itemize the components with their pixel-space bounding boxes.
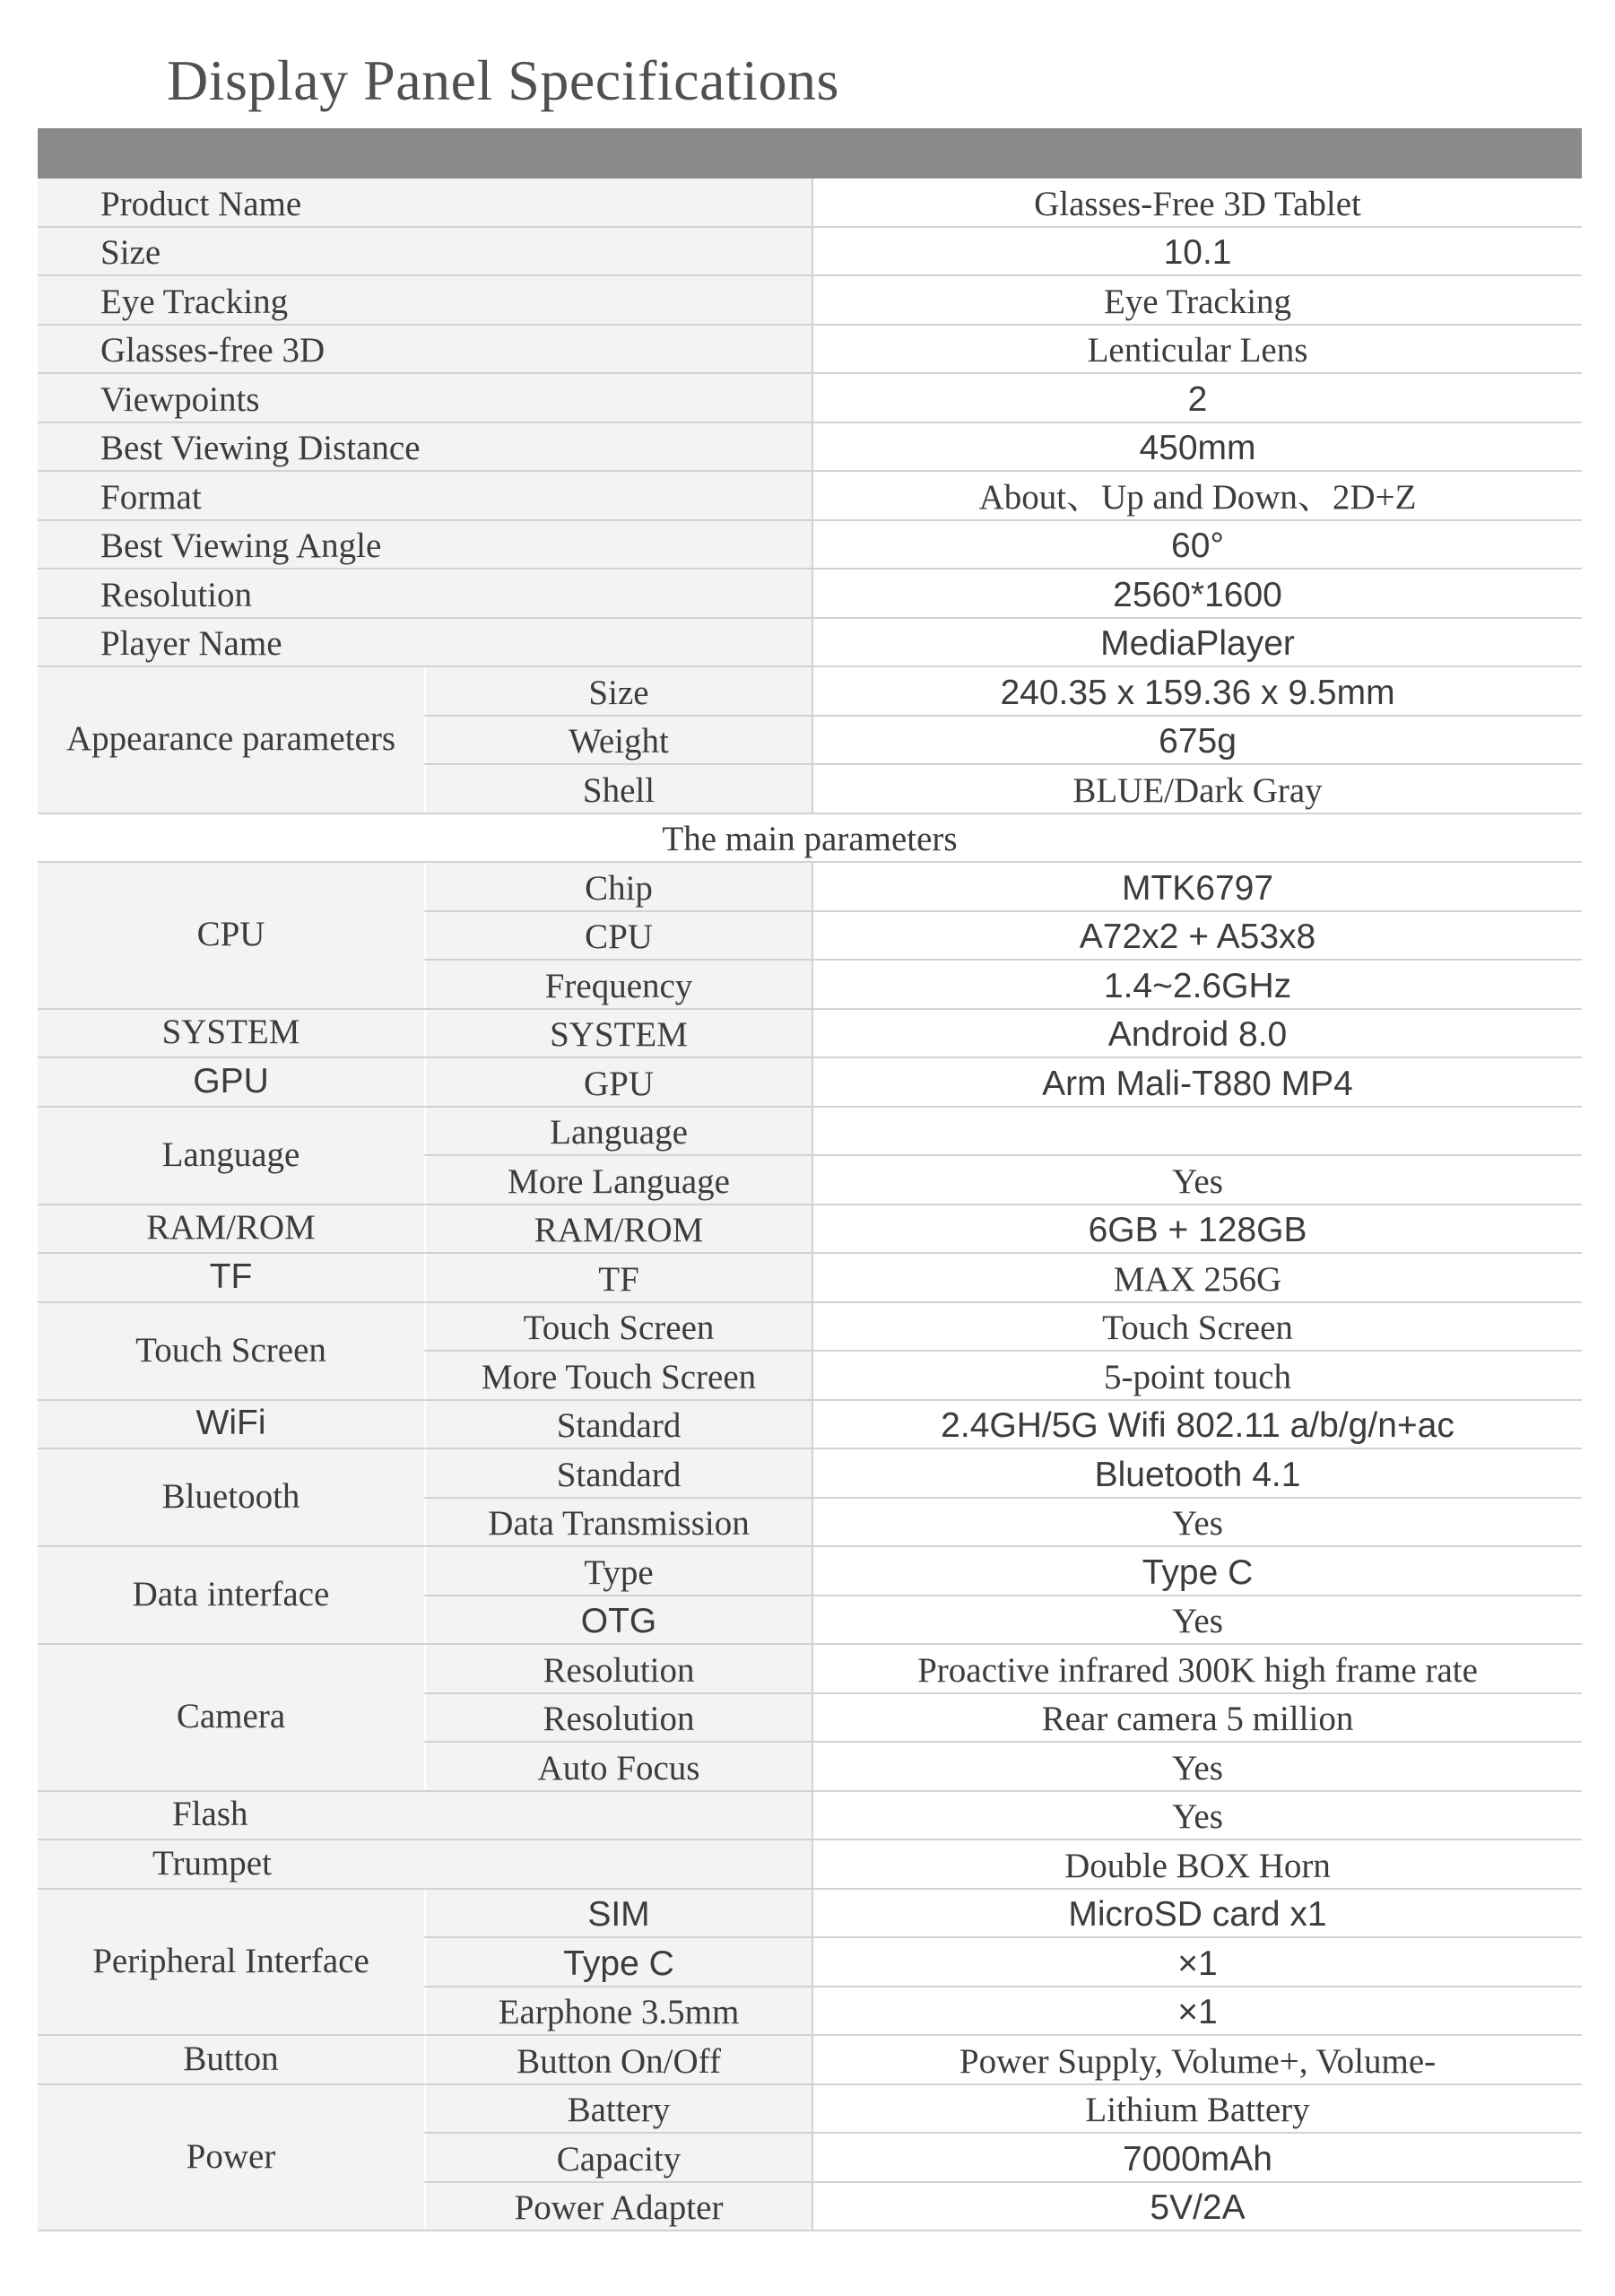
spec-sublabel: Standard bbox=[425, 1448, 812, 1498]
spec-sublabel: Resolution bbox=[425, 1693, 812, 1743]
spec-value: Yes bbox=[812, 1498, 1582, 1547]
group-label: TF bbox=[38, 1253, 425, 1302]
spec-value: 7000mAh bbox=[812, 2133, 1582, 2182]
spec-value: Yes bbox=[812, 1742, 1582, 1791]
group-label: SYSTEM bbox=[38, 1009, 425, 1058]
spec-value: Power Supply, Volume+, Volume- bbox=[812, 2035, 1582, 2084]
group-label: Power bbox=[38, 2084, 425, 2231]
spec-sublabel: SIM bbox=[425, 1889, 812, 1938]
group-label: Flash bbox=[38, 1791, 812, 1840]
spec-label: Size bbox=[38, 227, 812, 276]
table-row bbox=[38, 1057, 1582, 1107]
spec-sublabel: Language bbox=[425, 1107, 812, 1156]
table-row bbox=[38, 862, 1582, 911]
spec-value: Eye Tracking bbox=[812, 275, 1582, 325]
spec-value: 5V/2A bbox=[812, 2182, 1582, 2231]
spec-value: 2.4GH/5G Wifi 802.11 a/b/g/n+ac bbox=[812, 1400, 1582, 1449]
table-row bbox=[38, 666, 1582, 716]
table-row bbox=[38, 373, 1582, 422]
spec-value: Glasses-Free 3D Tablet bbox=[812, 178, 1582, 227]
table-row bbox=[38, 1644, 1582, 1693]
spec-value: A72x2 + A53x8 bbox=[812, 911, 1582, 961]
spec-value: MicroSD card x1 bbox=[812, 1889, 1582, 1938]
spec-sublabel: Frequency bbox=[425, 960, 812, 1009]
spec-sublabel: SYSTEM bbox=[425, 1009, 812, 1058]
table-row bbox=[38, 422, 1582, 472]
table-row bbox=[38, 1791, 1582, 1840]
spec-value: ×1 bbox=[812, 1987, 1582, 2036]
spec-value: 60° bbox=[812, 520, 1582, 570]
table-row bbox=[38, 1839, 1582, 1889]
spec-table bbox=[38, 178, 1582, 2231]
table-row bbox=[38, 1448, 1582, 1498]
table-row bbox=[38, 227, 1582, 276]
spec-label: Format bbox=[38, 471, 812, 520]
table-row bbox=[38, 1400, 1582, 1449]
spec-value: About、Up and Down、2D+Z bbox=[812, 471, 1582, 520]
group-label: Touch Screen bbox=[38, 1302, 425, 1400]
table-row bbox=[38, 1889, 1582, 1938]
table-row bbox=[38, 569, 1582, 618]
spec-label: Player Name bbox=[38, 618, 812, 667]
spec-sublabel: Capacity bbox=[425, 2133, 812, 2182]
spec-sublabel: TF bbox=[425, 1253, 812, 1302]
table-row bbox=[38, 325, 1582, 374]
spec-label: Resolution bbox=[38, 569, 812, 618]
spec-value: BLUE/Dark Gray bbox=[812, 764, 1582, 813]
group-label: WiFi bbox=[38, 1400, 425, 1449]
spec-label: Eye Tracking bbox=[38, 275, 812, 325]
spec-value: ×1 bbox=[812, 1937, 1582, 1987]
group-label: Peripheral Interface bbox=[38, 1889, 425, 2036]
table-row bbox=[38, 1302, 1582, 1352]
spec-value: Lenticular Lens bbox=[812, 325, 1582, 374]
table-row bbox=[38, 275, 1582, 325]
table-row bbox=[38, 813, 1582, 863]
spec-value: 2560*1600 bbox=[812, 569, 1582, 618]
group-label: GPU bbox=[38, 1057, 425, 1107]
spec-sublabel: RAM/ROM bbox=[425, 1205, 812, 1254]
spec-value: 10.1 bbox=[812, 227, 1582, 276]
spec-sublabel: Chip bbox=[425, 862, 812, 911]
table-row bbox=[38, 1546, 1582, 1596]
spec-value: Type C bbox=[812, 1546, 1582, 1596]
spec-value: 675g bbox=[812, 716, 1582, 765]
spec-sublabel: Power Adapter bbox=[425, 2182, 812, 2231]
spec-value: MTK6797 bbox=[812, 862, 1582, 911]
spec-sublabel: Shell bbox=[425, 764, 812, 813]
spec-sublabel: Button On/Off bbox=[425, 2035, 812, 2084]
spec-value: 6GB + 128GB bbox=[812, 1205, 1582, 1254]
spec-sublabel: OTG bbox=[425, 1596, 812, 1645]
spec-value: Rear camera 5 million bbox=[812, 1693, 1582, 1743]
spec-sublabel: Size bbox=[425, 666, 812, 716]
spec-value: Yes bbox=[812, 1791, 1582, 1840]
page-title: Display Panel Specifications bbox=[167, 48, 839, 112]
spec-value: Bluetooth 4.1 bbox=[812, 1448, 1582, 1498]
spec-value: 5-point touch bbox=[812, 1351, 1582, 1400]
table-row bbox=[38, 520, 1582, 570]
table-row bbox=[38, 471, 1582, 520]
table-row bbox=[38, 618, 1582, 667]
spec-value: Android 8.0 bbox=[812, 1009, 1582, 1058]
spec-value: Yes bbox=[812, 1596, 1582, 1645]
spec-value: Arm Mali-T880 MP4 bbox=[812, 1057, 1582, 1107]
table-row bbox=[38, 2035, 1582, 2084]
spec-sublabel: CPU bbox=[425, 911, 812, 961]
spec-sublabel: Data Transmission bbox=[425, 1498, 812, 1547]
spec-label: Best Viewing Distance bbox=[38, 422, 812, 472]
spec-value: 450mm bbox=[812, 422, 1582, 472]
spec-value: 240.35 x 159.36 x 9.5mm bbox=[812, 666, 1582, 716]
spec-sublabel: Type bbox=[425, 1546, 812, 1596]
table-row bbox=[38, 1009, 1582, 1058]
table-row bbox=[38, 178, 1582, 227]
spec-value: Proactive infrared 300K high frame rate bbox=[812, 1644, 1582, 1693]
table-row bbox=[38, 2084, 1582, 2134]
spec-value: Lithium Battery bbox=[812, 2084, 1582, 2134]
spec-value: MediaPlayer bbox=[812, 618, 1582, 667]
spec-sublabel: Auto Focus bbox=[425, 1742, 812, 1791]
spec-label: Glasses-free 3D bbox=[38, 325, 812, 374]
spec-value: Double BOX Horn bbox=[812, 1839, 1582, 1889]
spec-value bbox=[812, 1107, 1582, 1156]
spec-sublabel: More Language bbox=[425, 1155, 812, 1205]
spec-sublabel: Type C bbox=[425, 1937, 812, 1987]
group-label: Trumpet bbox=[38, 1839, 812, 1889]
spec-value: Touch Screen bbox=[812, 1302, 1582, 1352]
spec-sublabel: More Touch Screen bbox=[425, 1351, 812, 1400]
spec-sublabel: Resolution bbox=[425, 1644, 812, 1693]
spec-value: 1.4~2.6GHz bbox=[812, 960, 1582, 1009]
table-row bbox=[38, 1253, 1582, 1302]
group-label: Data interface bbox=[38, 1546, 425, 1644]
spec-value: MAX 256G bbox=[812, 1253, 1582, 1302]
group-label: RAM/ROM bbox=[38, 1205, 425, 1254]
spec-label: Product Name bbox=[38, 178, 812, 227]
spec-sublabel: Touch Screen bbox=[425, 1302, 812, 1352]
table-row bbox=[38, 1107, 1582, 1156]
spec-label: Best Viewing Angle bbox=[38, 520, 812, 570]
spec-label: Viewpoints bbox=[38, 373, 812, 422]
group-label: CPU bbox=[38, 862, 425, 1009]
section-title: The main parameters bbox=[38, 813, 1582, 863]
group-label: Appearance parameters bbox=[38, 666, 425, 813]
group-label: Bluetooth bbox=[38, 1448, 425, 1546]
spec-sublabel: GPU bbox=[425, 1057, 812, 1107]
group-label: Language bbox=[38, 1107, 425, 1205]
spec-sublabel: Weight bbox=[425, 716, 812, 765]
table-row bbox=[38, 1205, 1582, 1254]
spec-sublabel: Battery bbox=[425, 2084, 812, 2134]
group-label: Button bbox=[38, 2035, 425, 2084]
spec-value: 2 bbox=[812, 373, 1582, 422]
spec-sublabel: Standard bbox=[425, 1400, 812, 1449]
table-header-bar bbox=[38, 128, 1582, 178]
group-label: Camera bbox=[38, 1644, 425, 1791]
spec-value: Yes bbox=[812, 1155, 1582, 1205]
spec-sublabel: Earphone 3.5mm bbox=[425, 1987, 812, 2036]
